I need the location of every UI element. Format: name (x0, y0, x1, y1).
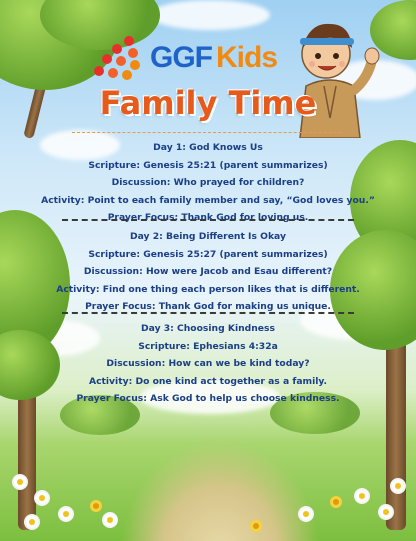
day-activity: Activity: Do one kind act together as a family. (88, 375, 328, 387)
daisy-flower (36, 492, 48, 504)
day-scripture: Scripture: Genesis 25:27 (parent summarizes) (88, 248, 328, 260)
daisy-flower (60, 508, 72, 520)
day-activity: Activity: Find one thing each person likes that is different. (56, 283, 360, 295)
day-title: Day 1: God Knows Us (153, 142, 263, 153)
ggf-logo-mark-icon (94, 36, 144, 80)
brand-primary: GGF (150, 41, 212, 74)
yellow-flower (330, 496, 342, 508)
day-section (40, 139, 376, 227)
brand-logo (94, 36, 277, 80)
daisy-flower (380, 506, 392, 518)
daisy-flower (300, 508, 312, 520)
daisy-flower (26, 516, 38, 528)
day-title: Day 2: Being Different Is Okay (130, 231, 286, 242)
page-title: Family Time (99, 84, 317, 122)
day-discussion: Discussion: Who prayed for children? (111, 177, 305, 189)
day-discussion: Discussion: How were Jacob and Esau different? (83, 266, 333, 278)
daisy-flower (356, 490, 368, 502)
section-divider (62, 219, 354, 221)
day-section (40, 320, 376, 408)
day-activity: Activity: Point to each family member and say, “God loves you.” (41, 194, 375, 206)
day-scripture: Scripture: Ephesians 4:32a (138, 340, 278, 352)
section-divider (62, 312, 354, 314)
cloud (150, 0, 270, 30)
daisy-flower (104, 514, 116, 526)
day-prayer-focus: Prayer Focus: Ask God to help us choose kindness. (76, 393, 340, 405)
daisy-flower (14, 476, 26, 488)
title-divider (72, 132, 342, 133)
day-discussion: Discussion: How can we be kind today? (106, 358, 310, 370)
yellow-flower (90, 500, 102, 512)
day-title: Day 3: Choosing Kindness (141, 323, 275, 334)
day-prayer-focus: Prayer Focus: Thank God for making us unique. (85, 301, 331, 313)
yellow-flower (250, 520, 262, 532)
brand-name (150, 41, 277, 75)
daisy-flower (392, 480, 404, 492)
day-prayer-focus: Prayer Focus: Thank God for loving us. (107, 212, 309, 224)
day-scripture: Scripture: Genesis 25:21 (parent summarizes) (88, 159, 328, 171)
brand-secondary: Kids (216, 41, 278, 74)
dirt-path (120, 440, 320, 541)
day-section (40, 228, 376, 316)
